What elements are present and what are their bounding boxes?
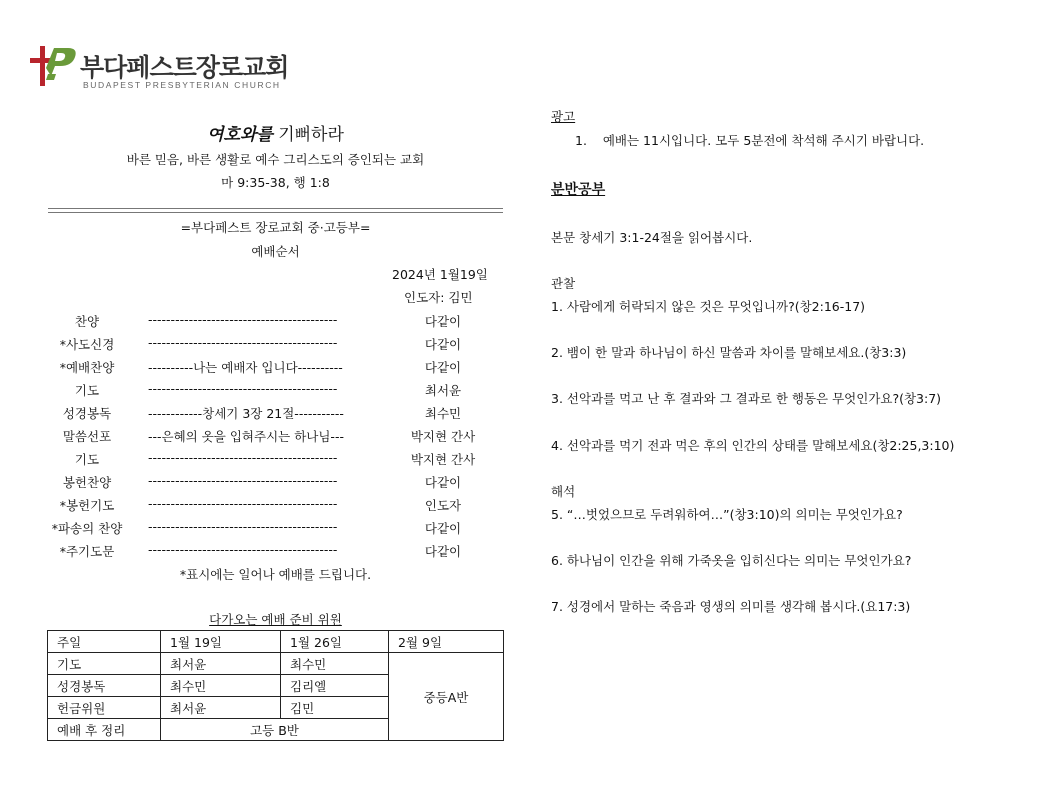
duty-table-title: 다가오는 예배 준비 위원: [209, 612, 342, 627]
study-heading: 분반공부: [551, 182, 606, 198]
order-item: [48, 404, 518, 426]
order-item-detail: ------------------------------------------: [148, 335, 338, 350]
order-item-person: 다같이: [424, 314, 462, 329]
order-item-detail: ----------나는 예배자 입니다----------: [148, 360, 343, 375]
church-name-korean: 부다페스트장로교회: [80, 53, 289, 82]
order-item-detail: ------------------------------------------: [148, 496, 338, 511]
order-item-label: *사도신경: [59, 337, 115, 352]
table-cell: 기도: [48, 653, 161, 675]
order-item: [48, 450, 518, 472]
table-cell: 성경봉독: [48, 675, 161, 697]
order-item-label: 말씀선포: [62, 429, 112, 444]
order-item: [48, 473, 518, 495]
order-of-service-title: 예배순서: [251, 244, 300, 259]
announcement-item: [575, 131, 924, 149]
table-cell: 고등 B반: [161, 719, 389, 741]
order-item-detail: ------------------------------------------: [148, 312, 338, 327]
table-cell: 주일: [48, 631, 161, 653]
order-item: [48, 335, 518, 357]
order-item-detail: ------------------------------------------: [148, 519, 338, 534]
announcement-text: 예배는 11시입니다. 모두 5분전에 착석해 주시기 바랍니다.: [602, 133, 925, 148]
order-item-person: 박지현 간사: [410, 429, 476, 444]
study-question: 6. 하나님이 인간을 위해 가죽옷을 입히신다는 의미는 무엇인가요?: [551, 553, 912, 568]
table-cell: 중등A반: [389, 653, 504, 741]
order-item-person: 다같이: [424, 475, 462, 490]
order-item-label: *예배찬양: [59, 360, 115, 375]
table-cell: 최서윤: [161, 653, 281, 675]
order-item-detail: ------------창세기 3장 21절-----------: [148, 406, 344, 421]
table-cell: 최수민: [161, 675, 281, 697]
standing-note: *표시에는 일어나 예배를 드립니다.: [179, 567, 372, 582]
observe-heading: 관찰: [551, 276, 576, 291]
order-item: [48, 496, 518, 518]
order-item-detail: ------------------------------------------: [148, 473, 338, 488]
theme-rest: 기뻐하라: [272, 125, 344, 145]
table-cell: 김리엘: [281, 675, 389, 697]
order-item: [48, 381, 518, 403]
order-item-person: 최서윤: [424, 383, 462, 398]
table-row: [48, 653, 504, 675]
announcement-number: 1.: [575, 133, 587, 148]
divider-top: [48, 208, 503, 209]
church-motto: 바른 믿음, 바른 생활로 예수 그리스도의 증인되는 교회: [126, 152, 425, 167]
study-question: 2. 뱀이 한 말과 하나님이 하신 말씀과 차이를 말해보세요.(창3:3): [551, 345, 907, 360]
order-item: [48, 427, 518, 449]
order-item-detail: ---은혜의 옷을 입혀주시는 하나님---: [148, 429, 344, 444]
interpret-heading: 해석: [551, 484, 576, 499]
theme-emphasis: 여호와를: [207, 125, 273, 145]
announcements-heading: 광고: [551, 109, 576, 124]
order-item-person: 인도자: [424, 498, 462, 513]
service-date: 2024년 1월19일: [392, 267, 488, 282]
duty-table: [47, 630, 504, 741]
study-question: 3. 선악과를 먹고 난 후 결과와 그 결과로 한 행동은 무엇인가요?(창3:7): [551, 391, 942, 406]
study-question: 7. 성경에서 말하는 죽음과 영생의 의미를 생각해 봅시다.(요17:3): [551, 599, 911, 614]
study-question: 5. “…벗었으므로 두려워하여…”(창3:10)의 의미는 무엇인가요?: [551, 507, 903, 522]
order-item-label: *파송의 찬양: [51, 521, 123, 536]
church-logo: [28, 42, 318, 94]
order-item-person: 다같이: [424, 521, 462, 536]
table-cell: 김민: [281, 697, 389, 719]
order-item-detail: ------------------------------------------: [148, 450, 338, 465]
order-item: [48, 312, 518, 334]
order-item-person: 박지현 간사: [410, 452, 476, 467]
table-cell: 최수민: [281, 653, 389, 675]
divider-bottom: [48, 212, 503, 213]
motto-verse: 마 9:35-38, 행 1:8: [221, 175, 330, 190]
order-item-label: 봉헌찬양: [62, 475, 112, 490]
order-item-label: *봉헌기도: [59, 498, 115, 513]
service-leader: 인도자: 김민: [404, 290, 473, 305]
order-item: [48, 519, 518, 541]
order-item: [48, 542, 518, 564]
table-cell: 1월 19일: [161, 631, 281, 653]
table-cell: 최서윤: [161, 697, 281, 719]
church-logo-icon: [28, 42, 78, 88]
church-name-english: BUDAPEST PRESBYTERIAN CHURCH: [83, 80, 281, 90]
order-item-detail: ------------------------------------------: [148, 542, 338, 557]
table-cell: 1월 26일: [281, 631, 389, 653]
table-cell: 헌금위원: [48, 697, 161, 719]
study-question: 4. 선악과를 먹기 전과 먹은 후의 인간의 상태를 말해보세요(창2:25,3:10): [551, 438, 955, 453]
table-cell: 예배 후 정리: [48, 719, 161, 741]
order-item-person: 다같이: [424, 360, 462, 375]
order-item: [48, 358, 518, 380]
order-item-detail: ------------------------------------------: [148, 381, 338, 396]
study-intro: 본문 창세기 3:1-24절을 읽어봅시다.: [551, 230, 753, 245]
table-row: [48, 631, 504, 653]
order-item-person: 다같이: [424, 544, 462, 559]
order-item-label: 찬양: [74, 314, 100, 329]
order-item-person: 최수민: [424, 406, 462, 421]
order-item-label: 성경봉독: [62, 406, 112, 421]
table-cell: 2월 9일: [389, 631, 504, 653]
study-question: 1. 사람에게 허락되지 않은 것은 무엇입니까?(창2:16-17): [551, 299, 866, 314]
theme-title: [48, 120, 503, 145]
order-item-label: 기도: [74, 452, 100, 467]
order-item-label: *주기도문: [59, 544, 115, 559]
order-item-label: 기도: [74, 383, 100, 398]
order-item-person: 다같이: [424, 337, 462, 352]
department-title: =부다페스트 장로교회 중·고등부=: [180, 220, 371, 235]
